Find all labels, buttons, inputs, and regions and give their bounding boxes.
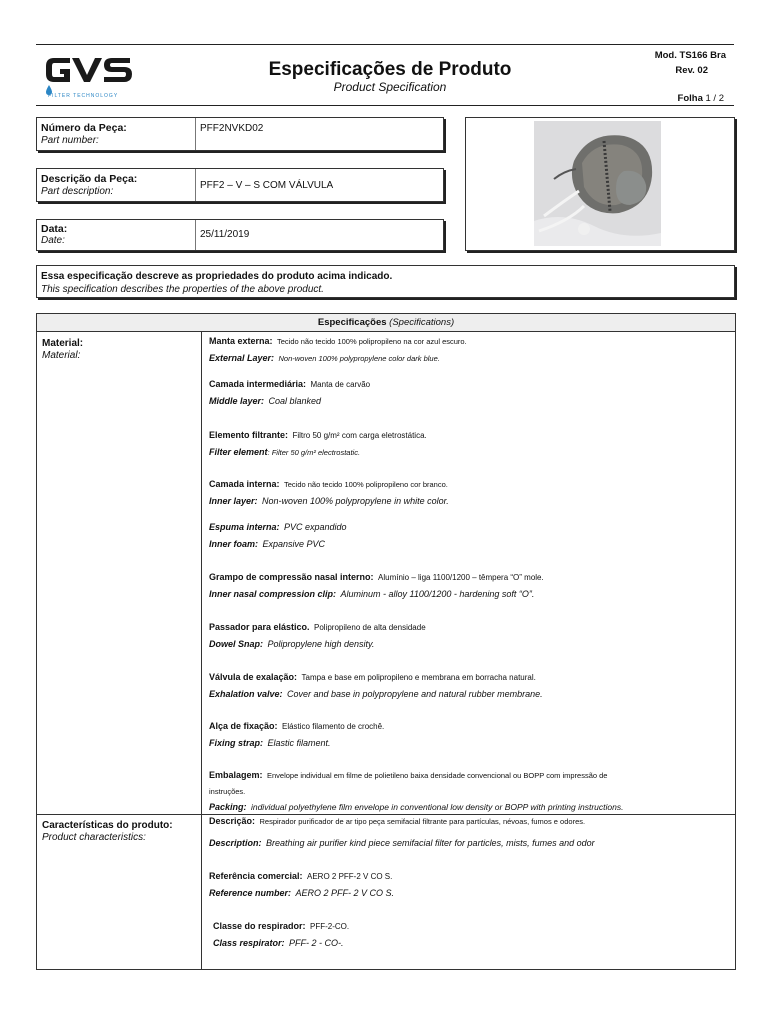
reference-label: Referência comercial: bbox=[209, 871, 303, 881]
packing-label-en: Packing: bbox=[209, 802, 247, 812]
respirator-mask-icon bbox=[534, 121, 661, 246]
item-text: Manta de carvão bbox=[310, 380, 371, 389]
item-text: Tecido não tecido 100% polipropileno cor branco. bbox=[283, 480, 448, 489]
part-number-value: PFF2NVKD02 bbox=[200, 123, 264, 134]
spec-header-en: (Specifications) bbox=[389, 317, 455, 328]
item-text: Polipropileno de alta densidade bbox=[314, 623, 426, 632]
part-description-value: PFF2 – V – S COM VÁLVULA bbox=[200, 180, 334, 191]
packing-text: Envelope individual em filme de polietileno baixa densidade convencional ou BOPP com impressão de bbox=[266, 771, 608, 780]
description-label-en: Description: bbox=[209, 838, 262, 848]
folha-label: Folha bbox=[677, 93, 703, 104]
item-text: Alumínio – liga 1100/1200 – têmpera “O” mole. bbox=[378, 573, 544, 582]
reference-text-en: AERO 2 PFF- 2 V CO S. bbox=[295, 888, 395, 898]
doc-mod: Mod. TS166 Bra bbox=[654, 50, 726, 61]
characteristics-label-en: Product characteristics: bbox=[42, 832, 146, 843]
material-item bbox=[209, 426, 729, 460]
item-text-en: Elastic filament. bbox=[267, 738, 331, 748]
header-top-rule bbox=[36, 44, 734, 45]
item-label: Grampo de compressão nasal interno: bbox=[209, 572, 374, 582]
field-divider bbox=[195, 220, 196, 250]
item-text: Tecido não tecido 100% polipropileno na cor azul escuro. bbox=[276, 337, 467, 346]
part-description-label: Descrição da Peça: bbox=[41, 173, 138, 185]
material-label: Material: bbox=[42, 338, 84, 349]
packing-text-en: individual polyethylene film envelope in conventional low density or BOPP with printing instructions. bbox=[250, 802, 624, 812]
item-label-en: Middle layer: bbox=[209, 396, 265, 406]
packing-item bbox=[209, 767, 729, 814]
item-text-en: Non-woven 100% polypropylene in white color. bbox=[261, 496, 449, 506]
class-label: Classe do respirador: bbox=[213, 921, 306, 931]
part-number-box bbox=[36, 117, 444, 151]
intro-text-pt: Essa especificação descreve as propriedades do produto acima indicado. bbox=[41, 271, 393, 282]
page-subtitle: Product Specification bbox=[333, 80, 447, 94]
material-item bbox=[209, 717, 729, 751]
item-label: Manta externa: bbox=[209, 336, 273, 346]
part-description-box bbox=[36, 168, 444, 202]
item-label-en: Filter element bbox=[209, 447, 268, 457]
product-photo-box bbox=[465, 117, 735, 251]
item-text-en: Polipropylene high density. bbox=[267, 639, 375, 649]
item-label-en: Fixing strap: bbox=[209, 738, 264, 748]
item-label: Válvula de exalação: bbox=[209, 672, 298, 682]
date-value: 25/11/2019 bbox=[200, 229, 250, 240]
description-item bbox=[209, 812, 729, 851]
characteristics-label: Características do produto: bbox=[42, 820, 173, 831]
part-description-label-en: Part description: bbox=[41, 186, 114, 197]
material-item bbox=[209, 568, 729, 602]
material-item bbox=[209, 618, 729, 652]
intro-text-en: This specification describes the properties of the above product. bbox=[41, 284, 324, 295]
reference-label-en: Reference number: bbox=[209, 888, 292, 898]
item-text: Elástico filamento de crochê. bbox=[281, 722, 385, 731]
material-item bbox=[209, 332, 729, 366]
class-text: PFF-2-CO. bbox=[309, 922, 350, 931]
item-text-en: : Filter 50 g/m² electrostatic. bbox=[267, 448, 361, 457]
part-number-label: Número da Peça: bbox=[41, 122, 127, 134]
class-item bbox=[213, 917, 733, 951]
item-label-en: Dowel Snap: bbox=[209, 639, 264, 649]
material-item bbox=[209, 375, 729, 409]
spec-table-header bbox=[37, 314, 735, 332]
spec-header-pt: Especificações bbox=[317, 317, 387, 328]
item-text-en: Expansive PVC bbox=[262, 539, 325, 549]
item-label: Alça de fixação: bbox=[209, 721, 278, 731]
item-text-en: Non-woven 100% polypropylene color dark blue. bbox=[278, 354, 440, 363]
material-item bbox=[209, 518, 729, 552]
item-label: Camada intermediária: bbox=[209, 379, 307, 389]
item-text: PVC expandido bbox=[283, 522, 347, 532]
field-divider bbox=[195, 169, 196, 201]
item-text-en: Cover and base in polypropylene and natural rubber membrane. bbox=[286, 689, 543, 699]
header-bottom-rule bbox=[36, 105, 734, 106]
item-label: Elemento filtrante: bbox=[209, 430, 289, 440]
item-label-en: Inner layer: bbox=[209, 496, 258, 506]
intro-box bbox=[36, 265, 735, 298]
item-label: Camada interna: bbox=[209, 479, 280, 489]
material-label-en: Material: bbox=[42, 350, 81, 361]
spec-col-divider bbox=[201, 331, 202, 969]
description-text-en: Breathing air purifier kind piece semifacial filter for particles, mists, fumes and odor bbox=[265, 838, 595, 848]
product-photo bbox=[534, 121, 661, 246]
date-box bbox=[36, 219, 444, 251]
item-label-en: External Layer: bbox=[209, 353, 275, 363]
part-number-label-en: Part number: bbox=[41, 135, 99, 146]
logo-tagline: FILTER TECHNOLOGY bbox=[48, 93, 119, 99]
item-label: Passador para elástico. bbox=[209, 622, 310, 632]
item-label-en: Exhalation valve: bbox=[209, 689, 283, 699]
doc-folha bbox=[678, 93, 724, 104]
date-label: Data: bbox=[41, 223, 68, 235]
page-title: Especificações de Produto bbox=[268, 59, 512, 80]
description-label: Descrição: bbox=[209, 816, 256, 826]
item-label: Espuma interna: bbox=[209, 522, 280, 532]
description-text: Respirador purificador de ar tipo peça semifacial filtrante para partículas, névoas, fumos e odores. bbox=[259, 817, 586, 826]
packing-label: Embalagem: bbox=[209, 770, 263, 780]
material-item bbox=[209, 475, 729, 509]
item-label-en: Inner nasal compression clip: bbox=[209, 589, 337, 599]
class-text-en: PFF- 2 - CO-. bbox=[288, 938, 344, 948]
material-item bbox=[209, 668, 729, 702]
item-label-en: Inner foam: bbox=[209, 539, 259, 549]
item-text: Filtro 50 g/m² com carga eletrostática. bbox=[292, 431, 427, 440]
packing-text-cont: instruções. bbox=[209, 787, 246, 796]
reference-text: AERO 2 PFF-2 V CO S. bbox=[307, 872, 393, 881]
doc-rev: Rev. 02 bbox=[675, 65, 708, 76]
class-label-en: Class respirator: bbox=[213, 938, 285, 948]
reference-item bbox=[209, 867, 729, 901]
item-text-en: Coal blanked bbox=[268, 396, 322, 406]
item-text: Tampa e base em polipropileno e membrana em borracha natural. bbox=[301, 673, 536, 682]
item-text-en: Aluminum - alloy 1100/1200 - hardening soft “O”. bbox=[340, 589, 535, 599]
folha-value: 1 / 2 bbox=[705, 93, 724, 104]
company-logo bbox=[40, 52, 140, 102]
field-divider bbox=[195, 118, 196, 150]
date-label-en: Date: bbox=[41, 235, 65, 246]
